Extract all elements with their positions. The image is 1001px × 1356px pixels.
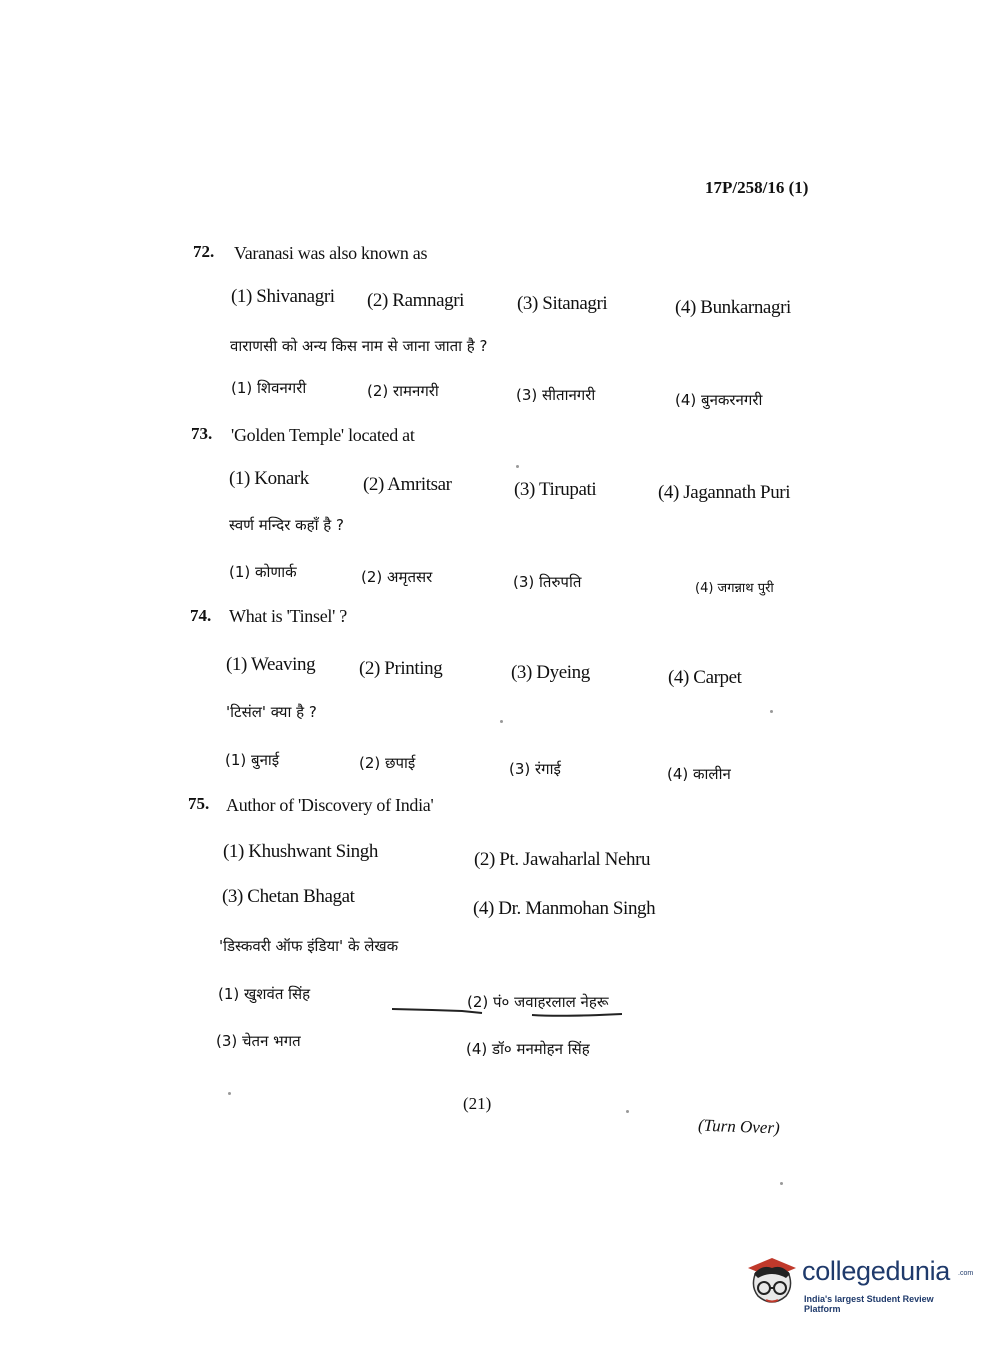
option-en: (1) Shivanagri <box>231 286 335 307</box>
option-en: (3) Sitanagri <box>517 293 608 314</box>
question-number: 74. <box>190 606 212 625</box>
option-en: (2) Ramnagri <box>367 290 465 311</box>
question-text-hi: स्वर्ण मन्दिर कहाँ है ? <box>229 516 344 534</box>
option-en: (3) Tirupati <box>514 479 597 500</box>
question-number: 75. <box>188 794 210 813</box>
option-en: (3) Chetan Bhagat <box>222 886 355 907</box>
option-en: (2) Pt. Jawaharlal Nehru <box>474 849 651 870</box>
turn-over-note: (Turn Over) <box>697 1115 781 1138</box>
option-hi: (1) खुशवंत सिंह <box>218 985 311 1003</box>
scan-speck <box>780 1182 783 1185</box>
option-hi: (1) बुनाई <box>225 751 280 769</box>
option-hi: (4) बुनकरनगरी <box>675 391 763 409</box>
scan-speck <box>228 1092 231 1095</box>
option-en: (4) Carpet <box>668 667 742 688</box>
scan-speck <box>770 710 773 713</box>
option-hi: (1) कोणार्क <box>229 563 297 581</box>
option-hi: (2) छपाई <box>359 754 416 772</box>
option-hi: (1) शिवनगरी <box>231 379 307 397</box>
question-text-hi: 'डिस्कवरी ऑफ इंडिया' के लेखक <box>219 937 399 955</box>
question-text-hi: 'टिसंल' क्या है ? <box>226 703 317 721</box>
brand-tagline: India's largest Student Review Platform <box>804 1294 934 1314</box>
option-en: (4) Jagannath Puri <box>658 482 791 503</box>
scan-speck <box>626 1110 629 1113</box>
question-text-en: Varanasi was also known as <box>234 243 428 263</box>
option-en: (4) Dr. Manmohan Singh <box>473 898 656 919</box>
page-number: (21) <box>463 1094 492 1113</box>
option-hi: (3) सीतानगरी <box>516 386 596 404</box>
brand-suffix: .com <box>958 1270 974 1277</box>
question-number: 72. <box>193 242 215 261</box>
option-hi: (3) चेतन भगत <box>216 1032 301 1050</box>
option-en: (1) Konark <box>229 468 309 489</box>
option-hi: (3) तिरुपति <box>513 573 582 591</box>
scan-speck <box>500 720 503 723</box>
option-hi: (3) रंगाई <box>509 760 561 778</box>
question-text-en: Author of 'Discovery of India' <box>226 795 434 815</box>
option-en: (2) Amritsar <box>363 474 452 495</box>
option-hi: (2) पं० जवाहरलाल नेहरू <box>467 993 609 1011</box>
question-text-en: 'Golden Temple' located at <box>231 425 415 445</box>
question-text-hi: वाराणसी को अन्य किस नाम से जाना जाता है ? <box>230 337 488 355</box>
option-hi: (4) जगन्नाथ पुरी <box>695 581 774 596</box>
option-en: (3) Dyeing <box>511 662 590 683</box>
option-hi: (2) रामनगरी <box>367 382 439 400</box>
paper-code: 17P/258/16 (1) <box>705 178 809 197</box>
option-en: (1) Weaving <box>226 654 316 675</box>
question-number: 73. <box>191 424 213 443</box>
option-hi: (4) डॉ० मनमोहन सिंह <box>466 1040 590 1058</box>
option-hi: (4) कालीन <box>667 765 731 783</box>
mascot-icon <box>742 1254 800 1312</box>
collegedunia-logo <box>742 1252 972 1322</box>
option-en: (2) Printing <box>359 658 443 679</box>
question-text-en: What is 'Tinsel' ? <box>229 606 347 626</box>
option-en: (1) Khushwant Singh <box>223 841 378 862</box>
option-hi: (2) अमृतसर <box>361 568 433 586</box>
brand-name: collegedunia <box>802 1256 951 1286</box>
scan-speck <box>516 465 519 468</box>
option-en: (4) Bunkarnagri <box>675 297 791 318</box>
